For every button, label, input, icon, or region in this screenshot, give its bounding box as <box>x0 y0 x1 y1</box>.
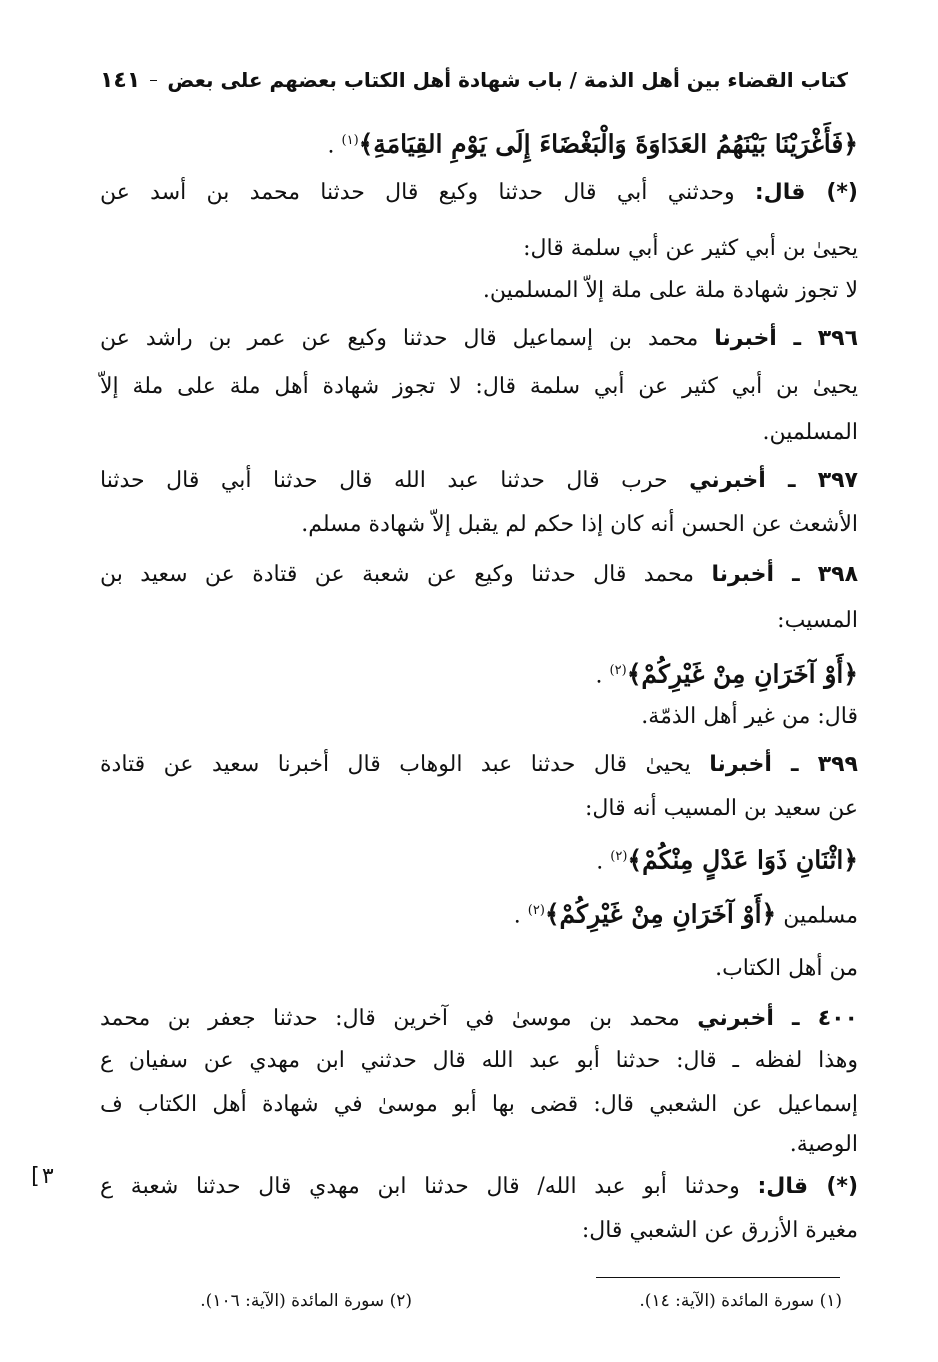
line-text: إسماعيل عن الشعبي قال: قضى بها أبو موسىٰ في شهادة أهل الكتاب ف <box>100 1092 858 1117</box>
text-line <box>100 1208 858 1254</box>
narration-heading: (*) قال: <box>754 180 858 205</box>
quran-verse: ﴿اثْنَانِ ذَوَا عَدْلٍ مِنْكُمْ﴾ <box>627 845 858 875</box>
line-text: يحيىٰ بن أبي كثير عن أبي سلمة قال: لا تجوز شهادة أهل ملة على ملة إلاّ <box>100 374 858 399</box>
text-line <box>100 364 858 410</box>
line-text: الوصية. <box>789 1132 858 1157</box>
text-line <box>100 118 858 164</box>
text-line <box>100 502 858 548</box>
text-line <box>100 834 858 880</box>
narration-heading: (*) قال: <box>757 1174 858 1199</box>
narration-heading: ٣٩٦ ـ أخبرنا <box>714 326 859 351</box>
line-text: محمد قال حدثنا وكيع عن شعبة عن قتادة عن سعيد بن <box>100 562 712 587</box>
narration-heading: ٣٩٩ ـ أخبرنا <box>709 752 858 777</box>
line-text: يحيىٰ بن أبي كثير عن أبي سلمة قال: <box>523 236 858 261</box>
page-number: ١٤١ <box>100 67 141 93</box>
header-title: كتاب القضاء بين أهل الذمة / باب شهادة أهل الكتاب بعضهم على بعض <box>167 68 848 92</box>
footnote-rule <box>596 1277 840 1278</box>
text-line <box>100 316 858 362</box>
line-text: محمد بن إسماعيل قال حدثنا وكيع عن عمر بن راشد عن <box>100 326 715 351</box>
footnote-ref: (٢) <box>610 849 628 864</box>
line-text: المسلمين. <box>762 420 858 445</box>
line-text: حرب قال حدثنا عبد الله قال حدثنا أبي قال حدثنا <box>100 468 690 493</box>
narration-heading: ٤٠٠ ـ أخبرني <box>697 1006 858 1031</box>
header-rule <box>150 80 157 81</box>
text-line <box>100 268 858 314</box>
text-line <box>100 1164 858 1210</box>
text-line <box>100 598 858 644</box>
line-end: . <box>513 903 528 929</box>
text-line <box>100 946 858 992</box>
text-line <box>100 552 858 598</box>
footnote-ref: (٢) <box>527 903 545 918</box>
line-text: وحدثني أبي قال حدثنا وكيع قال حدثنا محمد بن أسد عن <box>100 180 755 205</box>
quran-verse: ﴿أَوْ آخَرَانِ مِنْ غَيْرِكُمْ﴾ <box>544 899 777 929</box>
text-line <box>100 888 858 934</box>
text-line <box>100 226 858 272</box>
narration-heading: ٣٩٧ ـ أخبرني <box>689 468 858 493</box>
text-line <box>100 1122 858 1168</box>
line-end: . <box>595 663 610 689</box>
text-line <box>100 694 858 740</box>
text-line <box>100 786 858 832</box>
line-text: قال: من غير أهل الذمّة. <box>641 704 858 729</box>
quran-verse: ﴿أَوْ آخَرَانِ مِنْ غَيْرِكُمْ﴾ <box>626 659 858 689</box>
narration-heading: ٣٩٨ ـ أخبرنا <box>711 562 859 587</box>
line-text: وهذا لفظه ـ قال: حدثنا أبو عبد الله قال حدثني ابن مهدي عن سفيان ع <box>100 1048 858 1073</box>
text-line <box>100 458 858 504</box>
line-text: وحدثنا أبو عبد الله/ قال حدثنا ابن مهدي قال حدثنا شعبة ع <box>100 1174 758 1199</box>
line-text: لا تجوز شهادة ملة على ملة إلاّ المسلمين. <box>482 278 858 303</box>
running-header <box>100 58 848 102</box>
text-line <box>100 742 858 788</box>
line-text: الأشعث عن الحسن أنه كان إذا حكم لم يقبل إلاّ شهادة مسلم. <box>301 512 858 537</box>
line-end: . <box>327 133 342 159</box>
quran-verse: ﴿فَأَغْرَيْنَا بَيْنَهُمُ العَدَاوَةَ وَالْبَغْضَاءَ إِلَى يَوْمِ القِيَامَةِ﴾ <box>358 129 858 159</box>
line-text: يحيىٰ قال حدثنا عبد الوهاب قال أخبرنا سعيد عن قتادة <box>100 752 710 777</box>
line-text: مغيرة الأزرق عن الشعبي قال: <box>581 1218 858 1243</box>
text-line <box>100 410 858 456</box>
line-prefix: مسلمين <box>776 903 858 929</box>
line-text: عن سعيد بن المسيب أنه قال: <box>585 796 858 821</box>
margin-marker: [٣ <box>28 1164 55 1189</box>
line-text: محمد بن موسىٰ في آخرين قال: حدثنا جعفر بن محمد <box>100 1006 698 1031</box>
text-line <box>100 996 858 1042</box>
text-line <box>100 1038 858 1084</box>
footnote-2: (٢) سورة المائدة (الآية: ١٠٦). <box>200 1291 412 1311</box>
line-text: من أهل الكتاب. <box>715 956 858 981</box>
footnote-ref: (١) <box>341 133 359 148</box>
line-end: . <box>596 849 611 875</box>
footnote-ref: (٢) <box>609 663 627 678</box>
text-line <box>100 170 858 216</box>
line-text: المسيب: <box>777 608 858 633</box>
footnote-1: (١) سورة المائدة (الآية: ١٤). <box>639 1291 842 1311</box>
text-line <box>100 648 858 694</box>
